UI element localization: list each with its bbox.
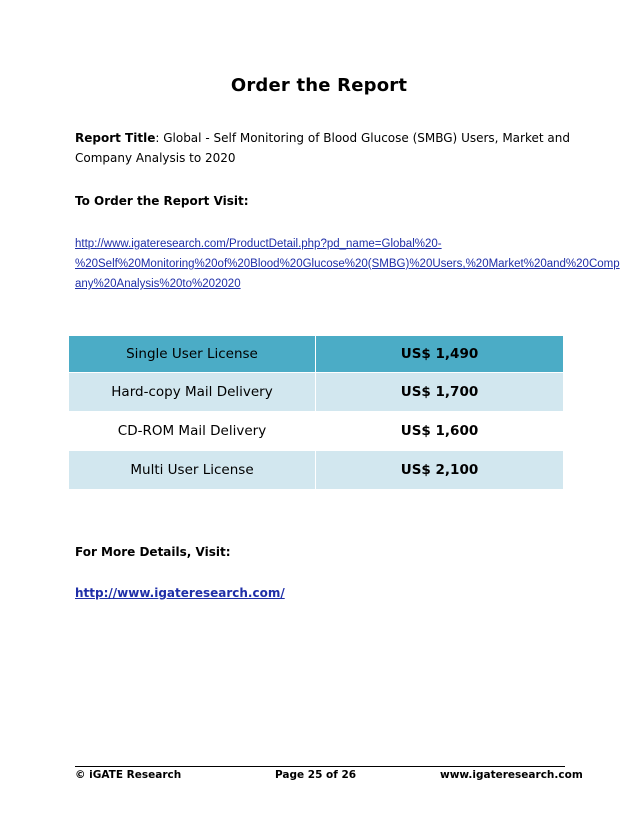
pricing-table [68, 335, 564, 490]
pricing-row-hardcopy [69, 373, 564, 412]
license-price: US$ 1,600 [316, 412, 564, 451]
order-url-link[interactable] [75, 234, 620, 294]
license-price: US$ 2,100 [316, 451, 564, 490]
report-title-paragraph [75, 128, 570, 168]
license-name: Hard-copy Mail Delivery [69, 373, 316, 412]
pricing-row-single-user [69, 336, 564, 373]
license-name: Multi User License [69, 451, 316, 490]
report-title-colon: : [155, 131, 160, 145]
footer-divider [75, 766, 565, 767]
license-name: CD-ROM Mail Delivery [69, 412, 316, 451]
footer-copyright: © iGATE Research [75, 769, 182, 781]
footer-website: www.igateresearch.com [440, 769, 583, 781]
report-title-label: Report Title [75, 131, 156, 145]
order-label: To Order the Report Visit: [75, 194, 249, 208]
details-label: For More Details, Visit: [75, 545, 231, 559]
order-url-line-1[interactable]: http://www.igateresearch.com/ProductDetail.php?pd_name=Global%20- [75, 238, 442, 250]
page-title: Order the Report [230, 75, 408, 96]
report-title-text: Global - Self Monitoring of Blood Glucose (SMBG) Users, Market and Company Analysis to 2020 [75, 131, 570, 165]
license-name: Single User License [69, 336, 316, 373]
order-url-line-2[interactable]: %20Self%20Monitoring%20of%20Blood%20Glucose%20(SMBG)%20Users,%20Market%20and%20Comp [75, 258, 620, 270]
pricing-row-cdrom [69, 412, 564, 451]
footer-page-number: Page 25 of 26 [275, 769, 357, 781]
order-url-line-3[interactable]: any%20Analysis%20to%202020 [75, 278, 241, 290]
license-price: US$ 1,700 [316, 373, 564, 412]
details-url-link[interactable]: http://www.igateresearch.com/ [75, 586, 285, 600]
license-price: US$ 1,490 [316, 336, 564, 373]
pricing-row-multi-user [69, 451, 564, 490]
